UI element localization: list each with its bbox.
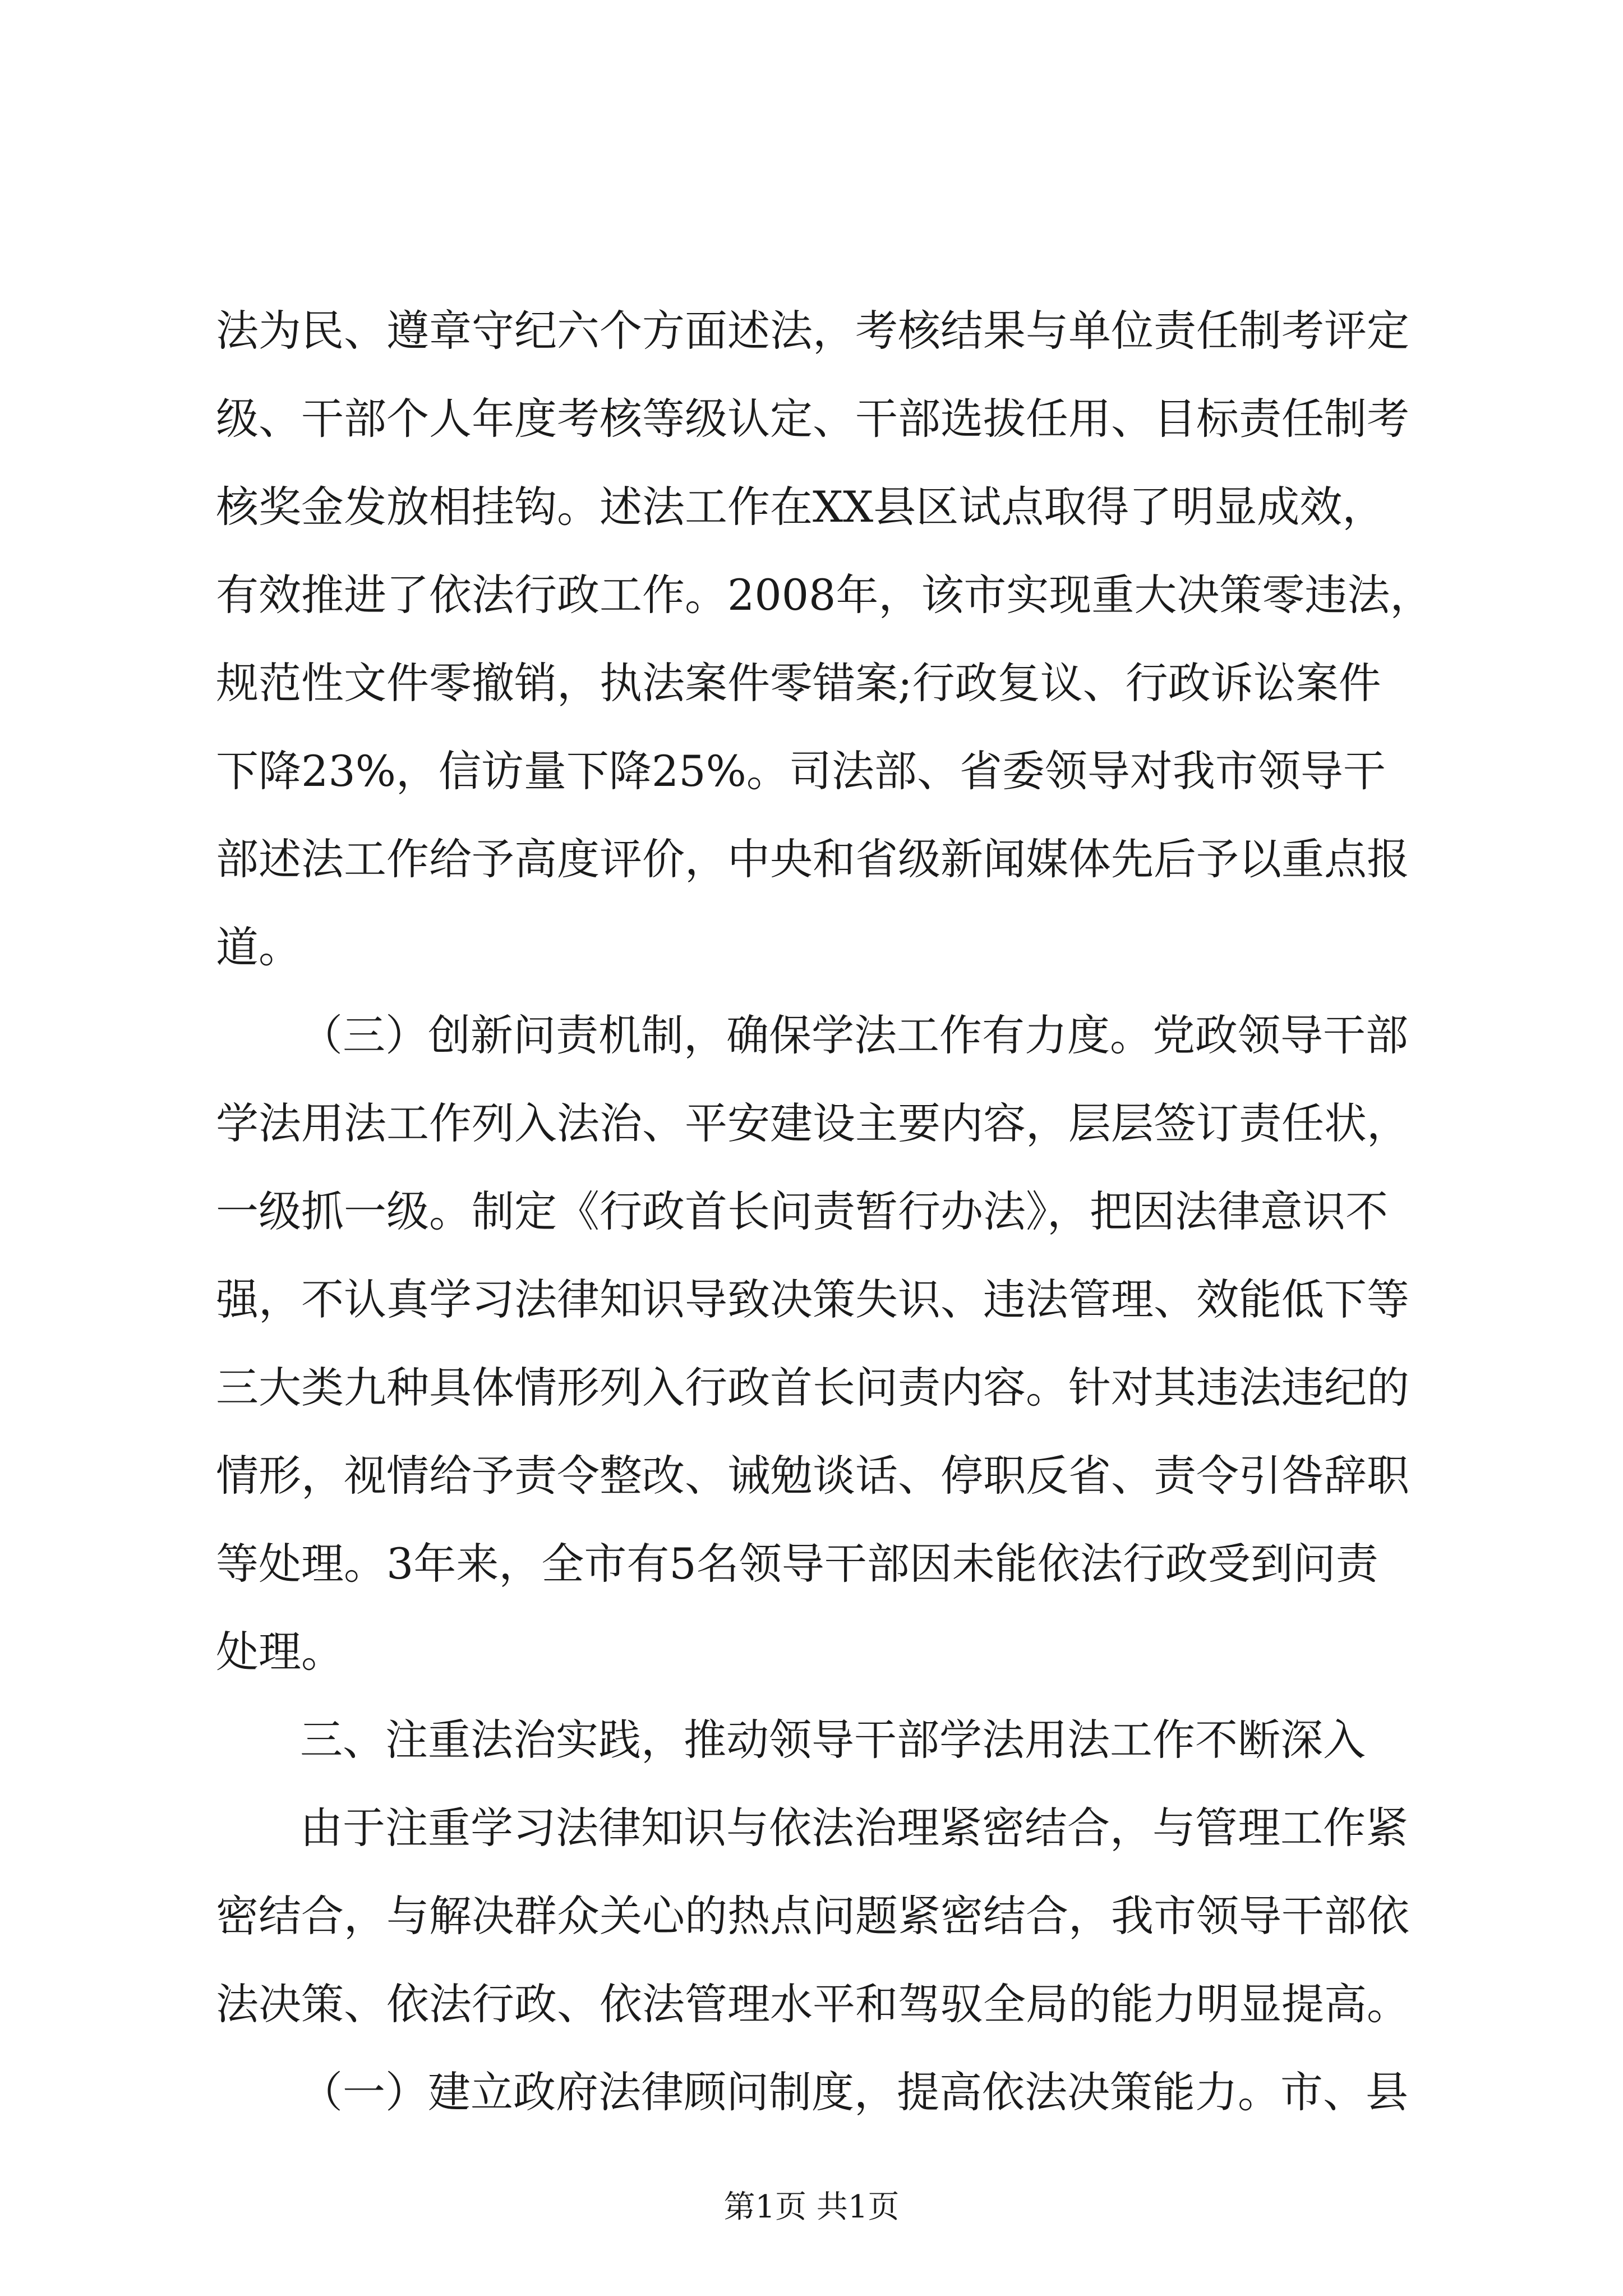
section-heading-line: （一）建立政府法律顾问制度，提高依法决策能力。市、县 xyxy=(300,2067,1408,2117)
body-line: 学法用法工作列入法治、平安建设主要内容，层层签订责任状， xyxy=(216,1098,1409,1148)
body-line: 法决策、依法行政、依法管理水平和驾驭全局的能力明显提高。 xyxy=(216,1979,1409,2029)
body-line: 情形，视情给予责令整改、诫勉谈话、停职反省、责令引咎辞职 xyxy=(216,1451,1409,1501)
body-line: 由于注重学习法律知识与依法治理紧密结合，与管理工作紧 xyxy=(300,1803,1408,1853)
body-line: 下降23%，信访量下降25%。司法部、省委领导对我市领导干 xyxy=(216,746,1386,796)
chapter-heading-line: 三、注重法治实践，推动领导干部学法用法工作不断深入 xyxy=(300,1715,1366,1765)
section-heading-line: （三）创新问责机制，确保学法工作有力度。党政领导干部 xyxy=(300,1010,1408,1060)
body-line: 等处理。3年来，全市有5名领导干部因未能依法行政受到问责 xyxy=(216,1539,1378,1589)
body-line: 三大类九种具体情形列入行政首长问责内容。针对其违法违纪的 xyxy=(216,1363,1409,1412)
body-line: 法为民、遵章守纪六个方面述法，考核结果与单位责任制考评定 xyxy=(216,306,1409,356)
page-number-footer: 第1页 共1页 xyxy=(723,2189,900,2225)
body-line: 密结合，与解决群众关心的热点问题紧密结合，我市领导干部依 xyxy=(216,1891,1409,1941)
body-line: 强，不认真学习法律知识导致决策失识、违法管理、效能低下等 xyxy=(216,1274,1409,1324)
body-line: 规范性文件零撤销，执法案件零错案;行政复议、行政诉讼案件 xyxy=(216,658,1381,708)
body-line: 一级抓一级。制定《行政首长问责暂行办法》，把因法律意识不 xyxy=(216,1186,1388,1236)
body-line: 处理。 xyxy=(216,1627,344,1677)
body-line: 道。 xyxy=(216,922,301,972)
body-line: 部述法工作给予高度评价，中央和省级新闻媒体先后予以重点报 xyxy=(216,834,1409,884)
body-line: 核奖金发放相挂钩。述法工作在XX县区试点取得了明显成效， xyxy=(216,482,1385,532)
body-line: 级、干部个人年度考核等级认定、干部选拔任用、目标责任制考 xyxy=(216,394,1409,444)
body-line: 有效推进了依法行政工作。2008年，该市实现重大决策零违法， xyxy=(216,570,1433,620)
